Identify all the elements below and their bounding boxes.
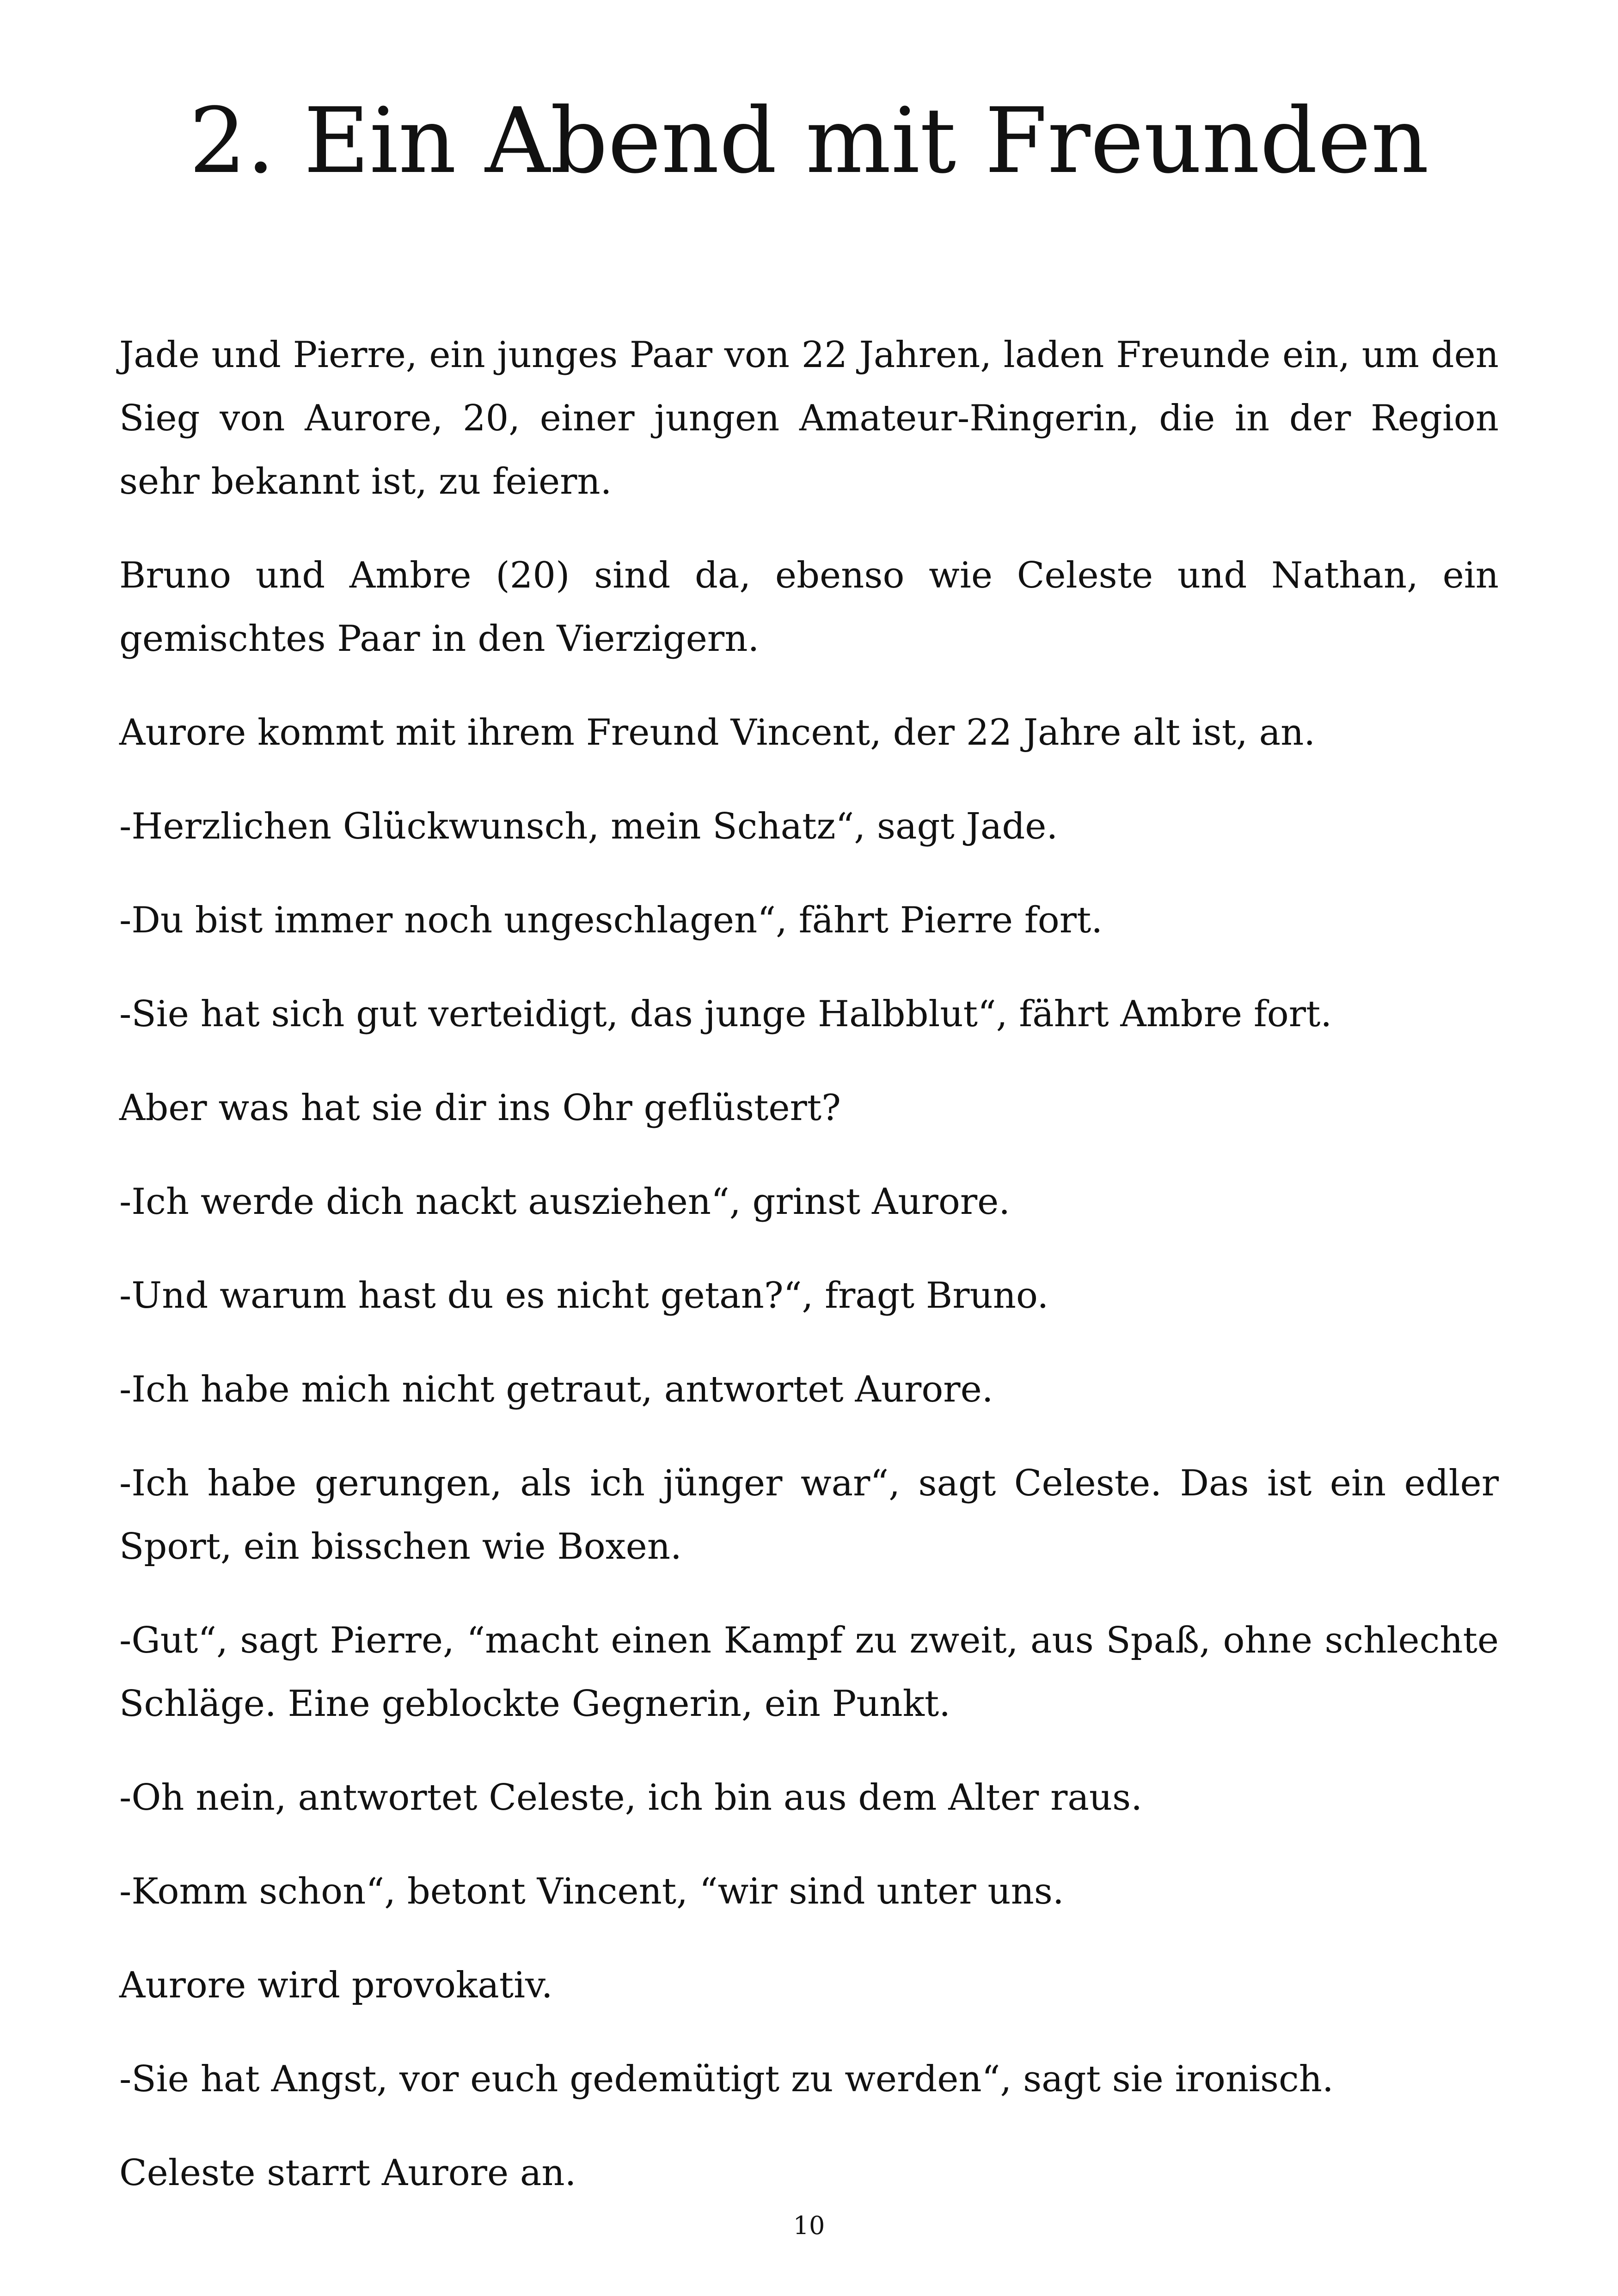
dialogue-line: -Gut“, sagt Pierre, “macht einen Kampf zu zweit, aus Spaß, ohne schlechte Schläge. Eine geblockte Gegnerin, ein Punkt. xyxy=(119,1620,1499,1725)
paragraph: Aber was hat sie dir ins Ohr geflüstert? xyxy=(119,1087,841,1129)
chapter-title: 2. Ein Abend mit Freunden xyxy=(189,88,1429,193)
page-number: 10 xyxy=(793,2211,825,2240)
paragraph: Aurore kommt mit ihrem Freund Vincent, der 22 Jahre alt ist, an. xyxy=(119,712,1316,753)
dialogue-line: -Sie hat sich gut verteidigt, das junge Halbblut“, fährt Ambre fort. xyxy=(119,993,1332,1035)
dialogue-line: -Komm schon“, betont Vincent, “wir sind unter uns. xyxy=(119,1871,1064,1912)
dialogue-line: -Ich werde dich nackt ausziehen“, grinst Aurore. xyxy=(119,1181,1011,1223)
chapter-body xyxy=(119,324,1499,2235)
dialogue-line: -Sie hat Angst, vor euch gedemütigt zu werden“, sagt sie ironisch. xyxy=(119,2058,1334,2100)
dialogue-line: -Ich habe mich nicht getraut, antwortet Aurore. xyxy=(119,1369,993,1410)
dialogue-line: -Du bist immer noch ungeschlagen“, fährt Pierre fort. xyxy=(119,900,1103,941)
dialogue-line: -Herzlichen Glückwunsch, mein Schatz“, sagt Jade. xyxy=(119,806,1058,847)
paragraph: Bruno und Ambre (20) sind da, ebenso wie Celeste und Nathan, ein gemischtes Paar in den Vierzigern. xyxy=(119,555,1499,660)
paragraph: Aurore wird provokativ. xyxy=(119,1965,553,2006)
dialogue-line: -Ich habe gerungen, als ich jünger war“, sagt Celeste. Das ist ein edler Sport, ein bisschen wie Boxen. xyxy=(119,1463,1499,1567)
dialogue-line: -Und warum hast du es nicht getan?“, fragt Bruno. xyxy=(119,1275,1049,1316)
paragraph: Celeste starrt Aurore an. xyxy=(119,2152,576,2194)
dialogue-line: -Oh nein, antwortet Celeste, ich bin aus dem Alter raus. xyxy=(119,1777,1142,1818)
paragraph: Jade und Pierre, ein junges Paar von 22 Jahren, laden Freunde ein, um den Sieg von Aurore, 20, einer jungen Amateur-Ringerin, die in der Region sehr bekannt ist, zu feiern. xyxy=(119,334,1499,502)
